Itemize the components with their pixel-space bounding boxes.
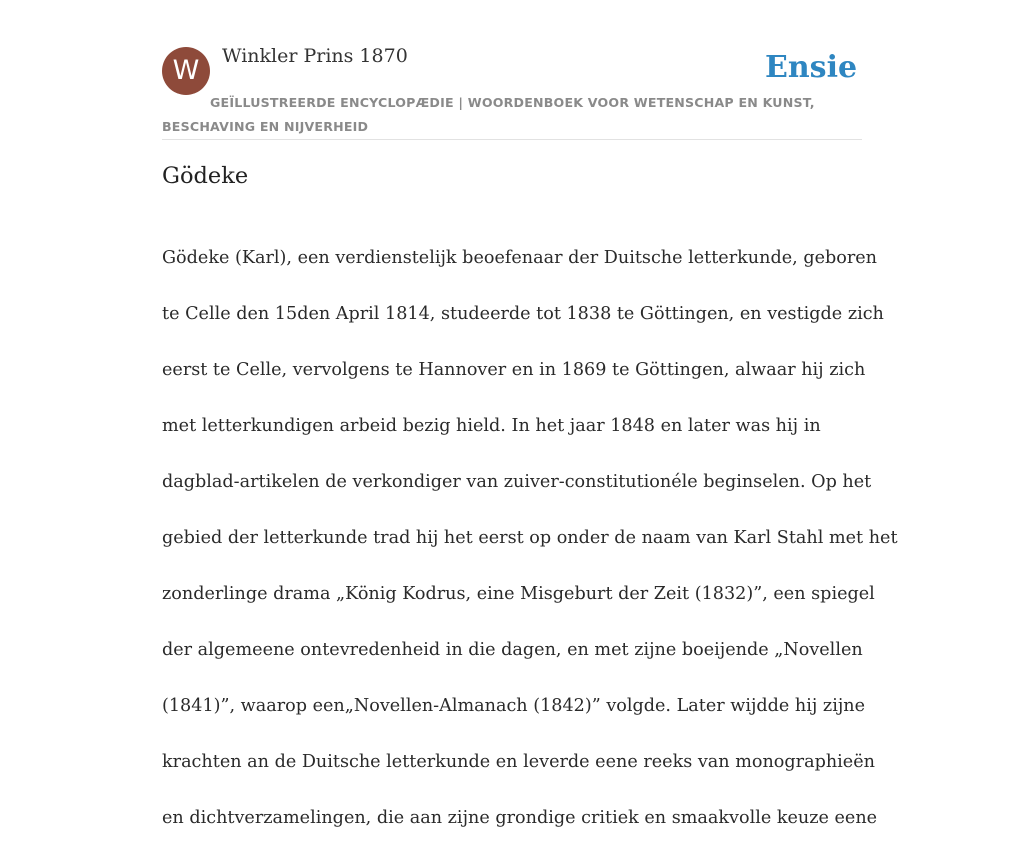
article-line: met letterkundigen arbeid bezig hield. In het jaar 1848 en later was hij in <box>162 416 821 436</box>
article-line: zonderlinge drama „König Kodrus, eine Misgeburt der Zeit (1832)”, een spiegel <box>162 584 875 604</box>
article-line: eerst te Celle, vervolgens te Hannover en in 1869 te Göttingen, alwaar hij zich <box>162 360 866 380</box>
article-line: (1841)”, waarop een„Novellen-Almanach (1842)” volgde. Later wijdde hij zijne <box>162 696 866 716</box>
article-line: en dichtverzamelingen, die aan zijne grondige critiek en smaakvolle keuze eene <box>162 808 878 828</box>
article-line: dagblad-artikelen de verkondiger van zuiver-constitutionéle beginselen. Op het <box>162 472 872 492</box>
source-avatar[interactable]: W <box>162 47 210 95</box>
article-line: gebied der letterkunde trad hij het eerst op onder de naam van Karl Stahl met het <box>162 528 898 548</box>
source-subtitle: GEÏLLUSTREERDE ENCYCLOPÆDIE | WOORDENBOEK VOOR WETENSCHAP EN KUNST, BESCHAVING EN NIJVERHEID <box>162 95 815 134</box>
article-line: Gödeke (Karl), een verdienstelijk beoefenaar der Duitsche letterkunde, geboren <box>162 248 877 268</box>
article-line: krachten an de Duitsche letterkunde en leverde eene reeks van monographieën <box>162 752 875 772</box>
header-divider <box>162 139 862 140</box>
article-line: der algemeene ontevredenheid in die dagen, en met zijne boeijende „Novellen <box>162 640 863 660</box>
article-title: Gödeke <box>162 163 249 189</box>
article-body <box>162 216 898 860</box>
article-line: te Celle den 15den April 1814, studeerde tot 1838 te Göttingen, en vestigde zich <box>162 304 884 324</box>
ensie-logo[interactable]: Ensie <box>765 50 858 85</box>
source-title[interactable]: Winkler Prins 1870 <box>222 45 408 67</box>
